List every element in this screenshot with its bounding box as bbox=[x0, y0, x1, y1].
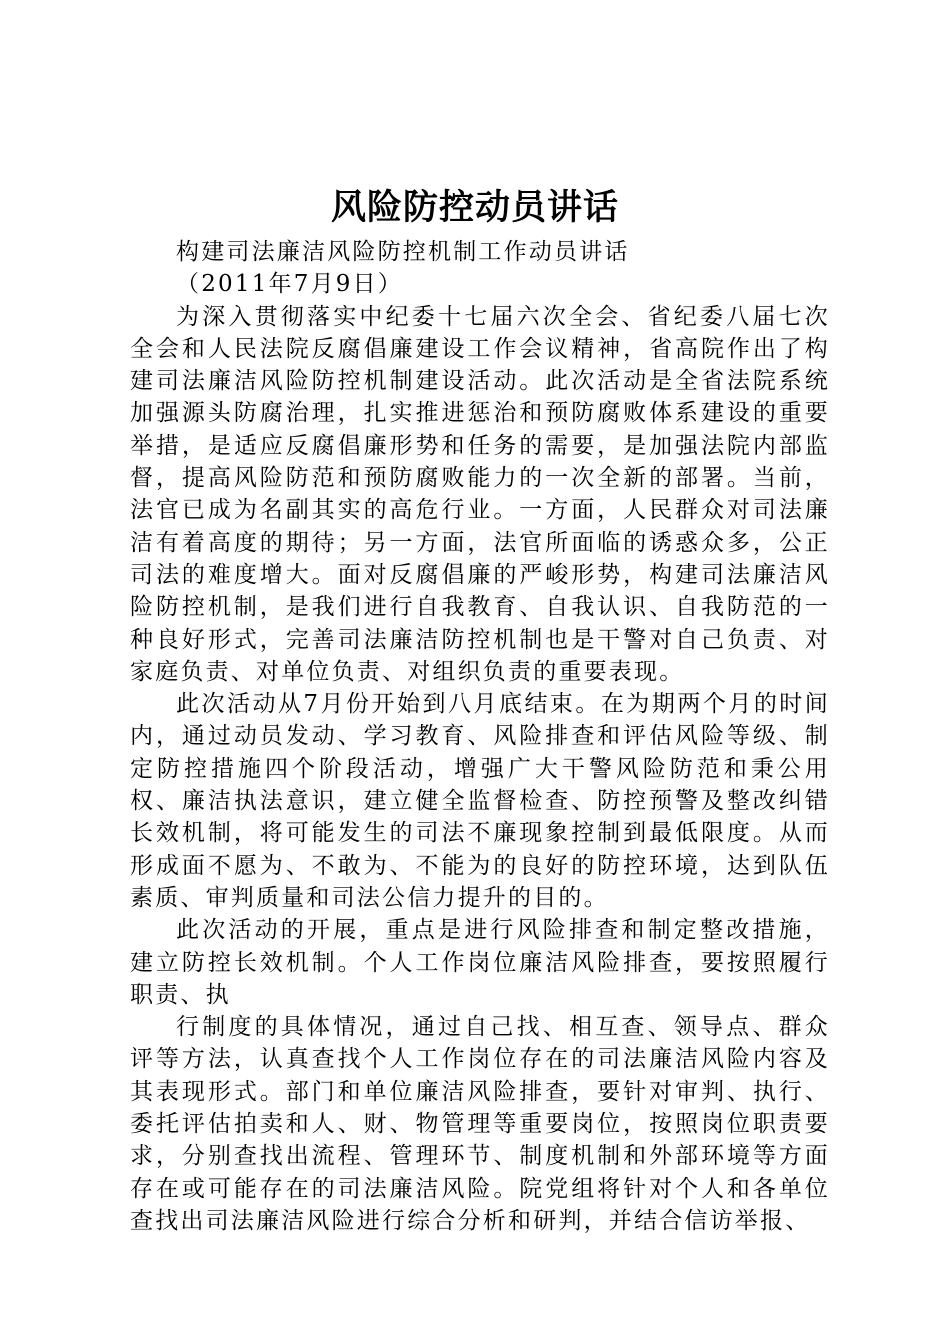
document-body bbox=[130, 236, 830, 1237]
document-title: 风险防控动员讲话 bbox=[330, 187, 619, 228]
paragraph: 此次活动从7月份开始到八月底结束。在为期两个月的时间内，通过动员发动、学习教育、风险排查和评估风险等级、制定防控措施四个阶段活动，增强广大干警风险防范和秉公用权、廉洁执法意识，建立健全监督检查、防控预警及整改纠错长效机制，将可能发生的司法不廉现象控制到最低限度。从而形成面不愿为、不敢为、不能为的良好的防控环境，达到队伍素质、审判质量和司法公信力提升的目的。 bbox=[130, 691, 830, 911]
paragraph: 此次活动的开展，重点是进行风险排查和制定整改措施，建立防控长效机制。个人工作岗位廉洁风险排查，要按照履行职责、执 bbox=[130, 917, 830, 1008]
paragraph: 行制度的具体情况，通过自己找、相互查、领导点、群众评等方法，认真查找个人工作岗位存在的司法廉洁风险内容及其表现形式。部门和单位廉洁风险排查，要针对审判、执行、委托评估拍卖和人、财、物管理等重要岗位，按照岗位职责要求，分别查找出流程、管理环节、制度机制和外部环境等方面存在或可能存在的司法廉洁风险。院党组将针对个人和各单位查找出司法廉洁风险进行综合分析和研判，并结合信访举报、 bbox=[130, 1014, 830, 1234]
paragraph: 为深入贯彻落实中纪委十七届六次全会、省纪委八届七次全会和人民法院反腐倡廉建设工作会议精神，省高院作出了构建司法廉洁风险防控机制建设活动。此次活动是全省法院系统加强源头防腐治理，扎实推进惩治和预防腐败体系建设的重要举措，是适应反腐倡廉形势和任务的需要，是加强法院内部监督，提高风险防范和预防腐败能力的一次全新的部署。当前，法官已成为名副其实的高危行业。一方面，人民群众对司法廉洁有着高度的期待；另一方面，法官所面临的诱惑众多，公正司法的难度增大。面对反腐倡廉的严峻形势，构建司法廉洁风险防控机制，是我们进行自我教育、自我认识、自我防范的一种良好形式，完善司法廉洁防控机制也是干警对自己负责、对家庭负责、对单位负责、对组织负责的重要表现。 bbox=[130, 303, 830, 685]
document-subtitle: 构建司法廉洁风险防控机制工作动员讲话 bbox=[176, 239, 630, 265]
document-date: （2011年7月9日） bbox=[176, 271, 403, 298]
